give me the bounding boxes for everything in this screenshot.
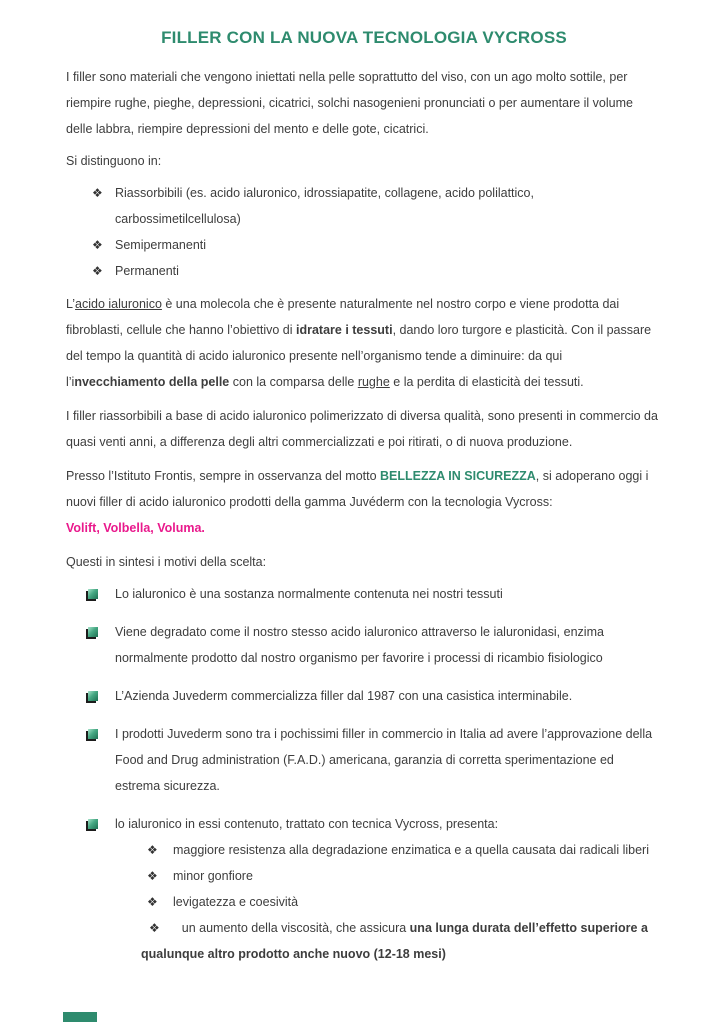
document-title: FILLER CON LA NUOVA TECNOLOGIA VYCROSS [161,28,567,47]
list-item [92,180,662,232]
paragraph-acido-ialuronico: L’acido ialuronico è una molecola che è presente naturalmente nel nostro corpo e viene prodotta dai fibroblasti, cellule che hanno l’obiettivo di idratare i tessuti, dando loro turgore e plasticità. Con il passare del tempo la quantità di acido ialuronico presente nell’organismo tende a diminuire: da qui l’invecchiamento della pelle con la comparsa delle rughe e la perdita di elasticità dei tessuti. [66,297,652,389]
list-item-label: Viene degradato come il nostro stesso acido ialuronico attraverso le ialuronidasi, enzima normalmente prodotto dal nostro organismo per favorire i processi di ricambio fisiologico [115,625,604,665]
green-square-bullet-icon [88,691,98,701]
list-item [88,721,662,799]
vycross-benefits-list [141,837,662,967]
list-item [147,863,662,889]
list-item-label: Permanenti [115,264,179,278]
list-item-label: I prodotti Juvederm sono tra i pochissimi filler in commercio in Italia ad avere l’approvazione della Food and Drug administration (F.A.D.) americana, garanzia di corretta sperimentazione ed estrema sicurezza. [115,727,653,793]
list-item-label: lo ialuronico in essi contenuto, trattato con tecnica Vycross, presenta: [115,817,499,831]
paragraph-motivi: Questi in sintesi i motivi della scelta: [66,555,267,569]
diamond-bullet-icon: ❖ [149,921,160,935]
list-item-label: levigatezza e coesività [173,895,299,909]
list-item-label: Lo ialuronico è una sostanza normalmente contenuta nei nostri tessuti [115,587,503,601]
list-item [88,811,662,967]
list-item [92,258,662,284]
footer-accent-bar [63,1012,97,1022]
diamond-bullet-icon: ❖ [92,264,103,278]
list-item-label: Riassorbibili (es. acido ialuronico, idrossiapatite, collagene, acido polilattico, carbossimetilcellulosa) [115,186,534,226]
diamond-bullet-icon: ❖ [147,843,158,857]
diamond-bullet-icon: ❖ [92,186,103,200]
list-item-label: un aumento della viscosità, che assicura una lunga durata dell’effetto superiore a qualunque altro prodotto anche nuovo (12-18 mesi) [141,921,648,961]
list-item [88,619,662,671]
list-item-label: Semipermanenti [115,238,207,252]
paragraph-frontis: Presso l’Istituto Frontis, sempre in osservanza del motto BELLEZZA IN SICUREZZA, si adoperano oggi i nuovi filler di acido ialuronico prodotti della gamma Juvéderm con la tecnologia Vycross: [66,469,649,509]
list-item [147,889,662,915]
list-item-label: minor gonfiore [173,869,253,883]
green-square-bullet-icon [88,627,98,637]
list-item [92,232,662,258]
list-item-label: L’Azienda Juvederm commercializza filler dal 1987 con una casistica interminabile. [115,689,573,703]
diamond-bullet-icon: ❖ [92,238,103,252]
list-item [147,837,662,863]
paragraph-commercio: I filler riassorbibili a base di acido ialuronico polimerizzato di diversa qualità, sono presenti in commercio da quasi venti anni, a differenza degli altri commercializzati e poi ritirati, o di nuova produzione. [66,409,658,449]
paragraph-intro: I filler sono materiali che vengono iniettati nella pelle soprattutto del viso, con un ago molto sottile, per riempire rughe, pieghe, depressioni, cicatrici, solchi nasogenieni pronunciati o per aumentare il volume delle labbra, riempire depressioni del mento e delle gote, cicatrici. [66,70,633,136]
list-item-content [115,811,662,967]
diamond-bullet-icon: ❖ [147,895,158,909]
list-item [141,915,662,967]
list-item [88,581,662,607]
diamond-bullet-icon: ❖ [147,869,158,883]
paragraph-distinguono: Si distinguono in: [66,154,162,168]
green-square-bullet-icon [88,589,98,599]
filler-types-list [92,180,662,284]
list-item [88,683,662,709]
green-square-bullet-icon [88,819,98,829]
reasons-list [88,581,662,967]
green-square-bullet-icon [88,729,98,739]
brands-line: Volift, Volbella, Voluma. [66,521,205,535]
list-item-label: maggiore resistenza alla degradazione enzimatica e a quella causata dai radicali liberi [173,843,649,857]
